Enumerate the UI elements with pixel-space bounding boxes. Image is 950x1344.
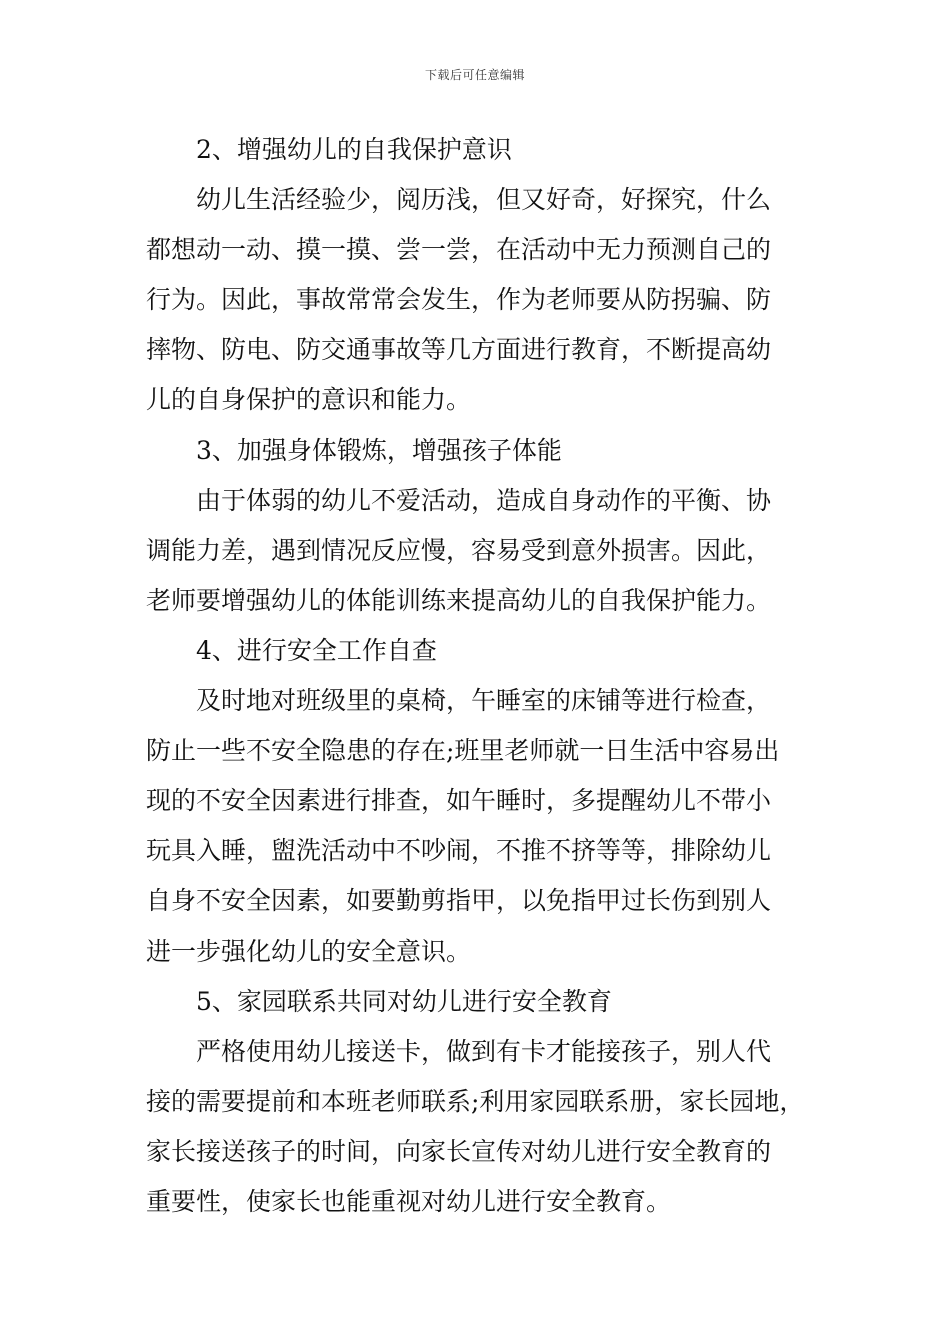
section-heading: 3、加强身体锻炼，增强孩子体能 xyxy=(196,435,562,465)
paragraph-line: 由于体弱的幼儿不爱活动，造成自身动作的平衡、协 xyxy=(196,485,772,515)
paragraph-line: 严格使用幼儿接送卡，做到有卡才能接孩子，别人代 xyxy=(196,1036,772,1066)
paragraph-line: 进一步强化幼儿的安全意识。 xyxy=(146,936,472,966)
paragraph-line: 重要性，使家长也能重视对幼儿进行安全教育。 xyxy=(146,1186,672,1216)
paragraph-line: 防止一些不安全隐患的存在;班里老师就一日生活中容易出 xyxy=(146,736,780,766)
paragraph-line: 幼儿生活经验少，阅历浅，但又好奇，好探究，什么 xyxy=(196,185,772,215)
section-heading: 4、进行安全工作自查 xyxy=(196,635,437,665)
paragraph-line: 儿的自身保护的意识和能力。 xyxy=(146,385,472,415)
paragraph-line: 行为。因此，事故常常会发生，作为老师要从防拐骗、防 xyxy=(146,285,772,315)
paragraph-line: 调能力差，遇到情况反应慢，容易受到意外损害。因此， xyxy=(146,535,772,565)
paragraph-line: 老师要增强幼儿的体能训练来提高幼儿的自我保护能力。 xyxy=(146,585,772,615)
header-note: 下载后可任意编辑 xyxy=(424,68,525,82)
document-body xyxy=(146,125,810,1227)
paragraph-line: 接的需要提前和本班老师联系;利用家园联系册，家长园地， xyxy=(146,1086,805,1116)
section-heading: 5、家园联系共同对幼儿进行安全教育 xyxy=(196,986,612,1016)
paragraph-line: 现的不安全因素进行排查，如午睡时，多提醒幼儿不带小 xyxy=(146,786,772,816)
paragraph-line: 玩具入睡，盥洗活动中不吵闹，不推不挤等等，排除幼儿 xyxy=(146,836,772,866)
paragraph-line: 自身不安全因素，如要勤剪指甲，以免指甲过长伤到别人 xyxy=(146,886,772,916)
paragraph-line: 都想动一动、摸一摸、尝一尝，在活动中无力预测自己的 xyxy=(146,235,772,265)
section-heading: 2、增强幼儿的自我保护意识 xyxy=(196,135,512,164)
paragraph-line: 摔物、防电、防交通事故等几方面进行教育，不断提高幼 xyxy=(146,335,772,365)
paragraph-line: 及时地对班级里的桌椅，午睡室的床铺等进行检查， xyxy=(196,686,772,716)
paragraph-line: 家长接送孩子的时间，向家长宣传对幼儿进行安全教育的 xyxy=(146,1136,772,1166)
